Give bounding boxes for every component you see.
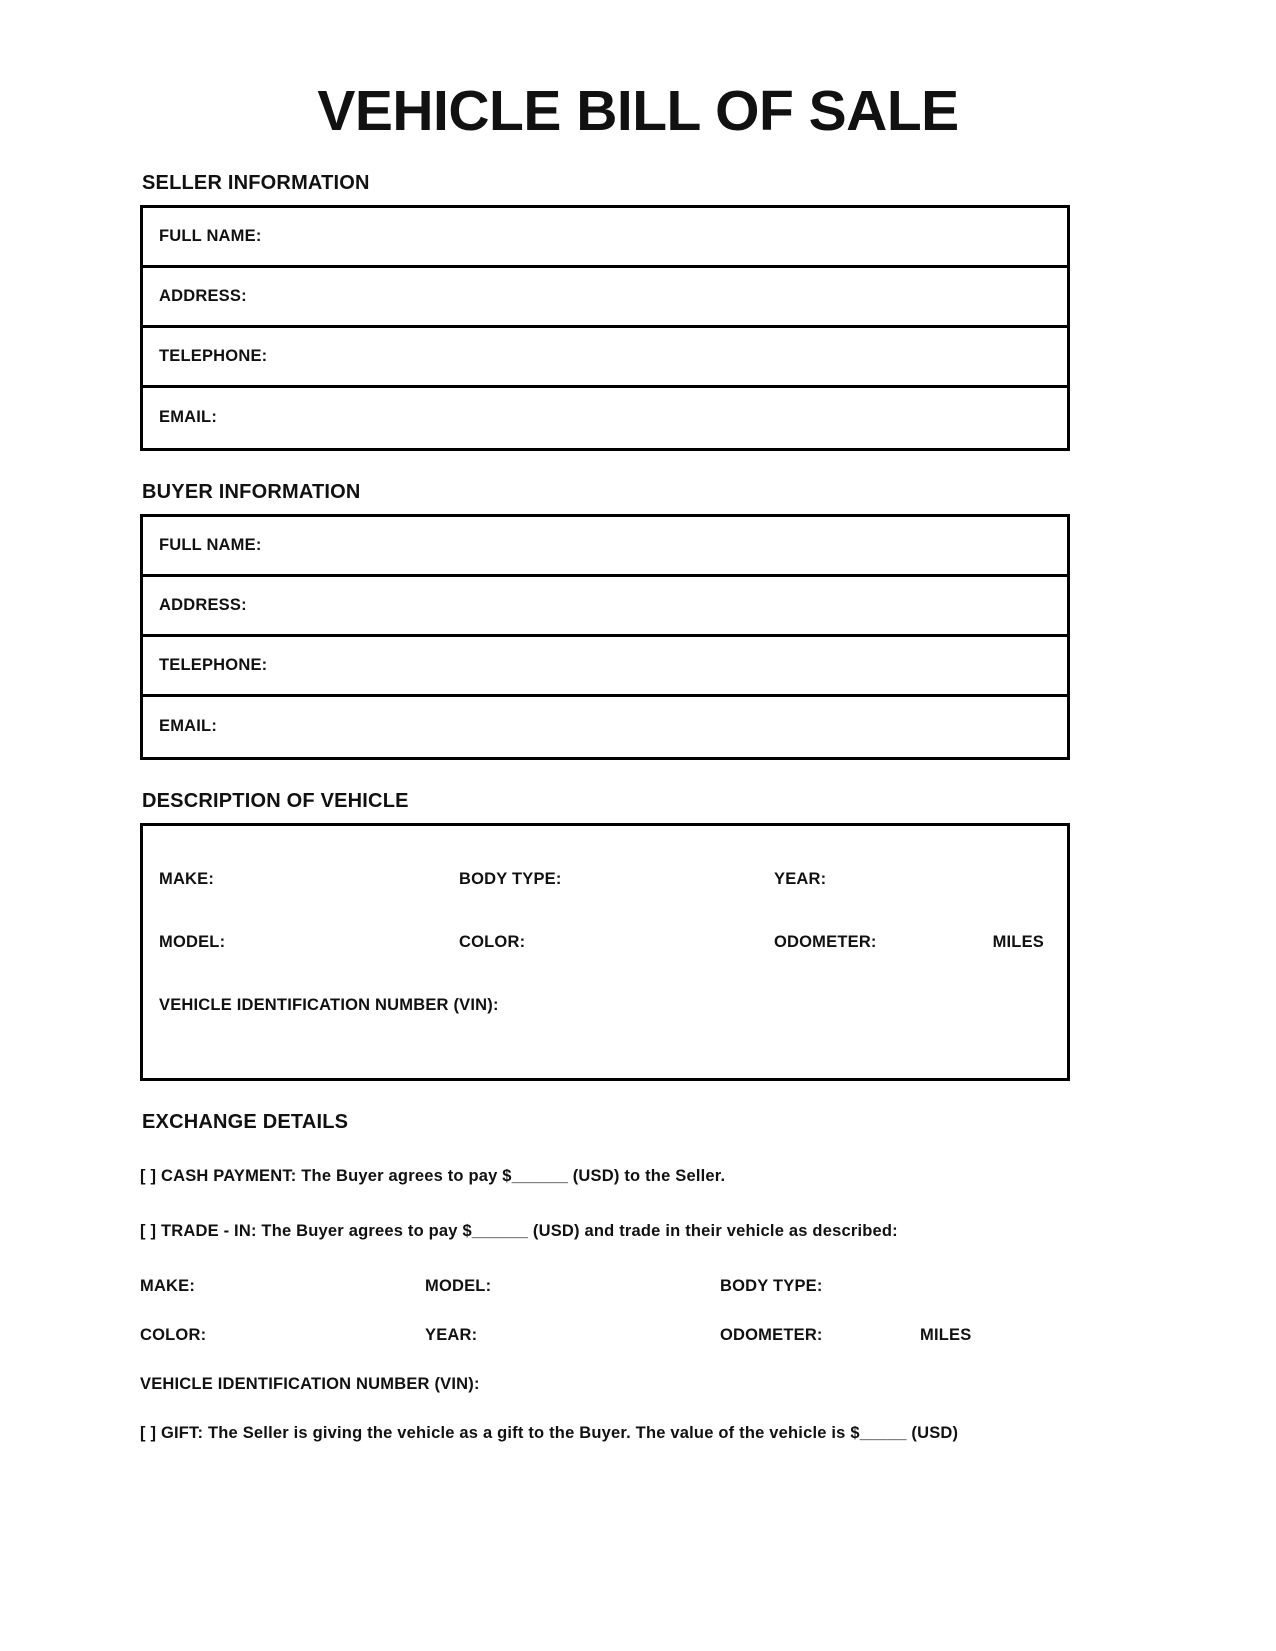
buyer-information-table — [140, 514, 1070, 760]
gift-option[interactable]: [ ] GIFT: The Seller is giving the vehicle as a gift to the Buyer. The value of the vehicle is $_____ (USD) — [140, 1423, 959, 1442]
buyer-email-label: EMAIL: — [159, 717, 218, 736]
seller-address-label: ADDRESS: — [159, 286, 247, 305]
cash-payment-option[interactable]: [ ] CASH PAYMENT: The Buyer agrees to pay $______ (USD) to the Seller. — [140, 1166, 726, 1185]
vehicle-color-label[interactable]: COLOR: — [459, 932, 526, 951]
buyer-section-heading: BUYER INFORMATION — [142, 480, 361, 503]
vehicle-model-label[interactable]: MODEL: — [159, 932, 226, 951]
trade-in-row-2 — [140, 1326, 1100, 1345]
vehicle-row-2 — [159, 933, 1051, 952]
buyer-full-name-label: FULL NAME: — [159, 535, 262, 554]
exchange-details-section — [140, 1111, 1100, 1443]
vehicle-row-1 — [159, 870, 1051, 889]
seller-telephone-label: TELEPHONE: — [159, 346, 268, 365]
page-title: VEHICLE BILL OF SALE — [317, 79, 959, 143]
seller-full-name-row[interactable] — [143, 208, 1067, 268]
vehicle-odometer-label[interactable]: ODOMETER: — [774, 932, 877, 951]
seller-information-table — [140, 205, 1070, 451]
buyer-telephone-label: TELEPHONE: — [159, 655, 268, 674]
trade-make-label[interactable]: MAKE: — [140, 1276, 196, 1295]
vehicle-vin-label[interactable]: VEHICLE IDENTIFICATION NUMBER (VIN): — [159, 995, 499, 1014]
exchange-section-heading: EXCHANGE DETAILS — [142, 1110, 349, 1133]
trade-odometer-label[interactable]: ODOMETER: — [720, 1325, 823, 1344]
trade-model-label[interactable]: MODEL: — [425, 1276, 492, 1295]
buyer-address-row[interactable] — [143, 577, 1067, 637]
trade-in-option[interactable]: [ ] TRADE - IN: The Buyer agrees to pay $______ (USD) and trade in their vehicle as described: — [140, 1222, 898, 1241]
buyer-full-name-row[interactable] — [143, 517, 1067, 577]
seller-address-row[interactable] — [143, 268, 1067, 328]
vehicle-miles-unit: MILES — [992, 932, 1044, 951]
seller-email-label: EMAIL: — [159, 408, 218, 427]
vehicle-section-heading: DESCRIPTION OF VEHICLE — [142, 789, 409, 812]
trade-in-row-1 — [140, 1277, 1100, 1296]
buyer-address-label: ADDRESS: — [159, 595, 247, 614]
seller-full-name-label: FULL NAME: — [159, 226, 262, 245]
seller-email-row[interactable] — [143, 388, 1067, 448]
trade-year-label[interactable]: YEAR: — [425, 1325, 478, 1344]
buyer-telephone-row[interactable] — [143, 637, 1067, 697]
trade-color-label[interactable]: COLOR: — [140, 1325, 207, 1344]
vehicle-description-box — [140, 823, 1070, 1081]
vehicle-body-type-label[interactable]: BODY TYPE: — [459, 869, 562, 888]
trade-vin-label[interactable]: VEHICLE IDENTIFICATION NUMBER (VIN): — [140, 1374, 480, 1393]
vehicle-year-label[interactable]: YEAR: — [774, 869, 827, 888]
buyer-email-row[interactable] — [143, 697, 1067, 757]
seller-telephone-row[interactable] — [143, 328, 1067, 388]
trade-miles-unit: MILES — [920, 1325, 972, 1344]
vehicle-make-label[interactable]: MAKE: — [159, 869, 215, 888]
seller-section-heading: SELLER INFORMATION — [142, 171, 370, 194]
trade-body-type-label[interactable]: BODY TYPE: — [720, 1276, 823, 1295]
